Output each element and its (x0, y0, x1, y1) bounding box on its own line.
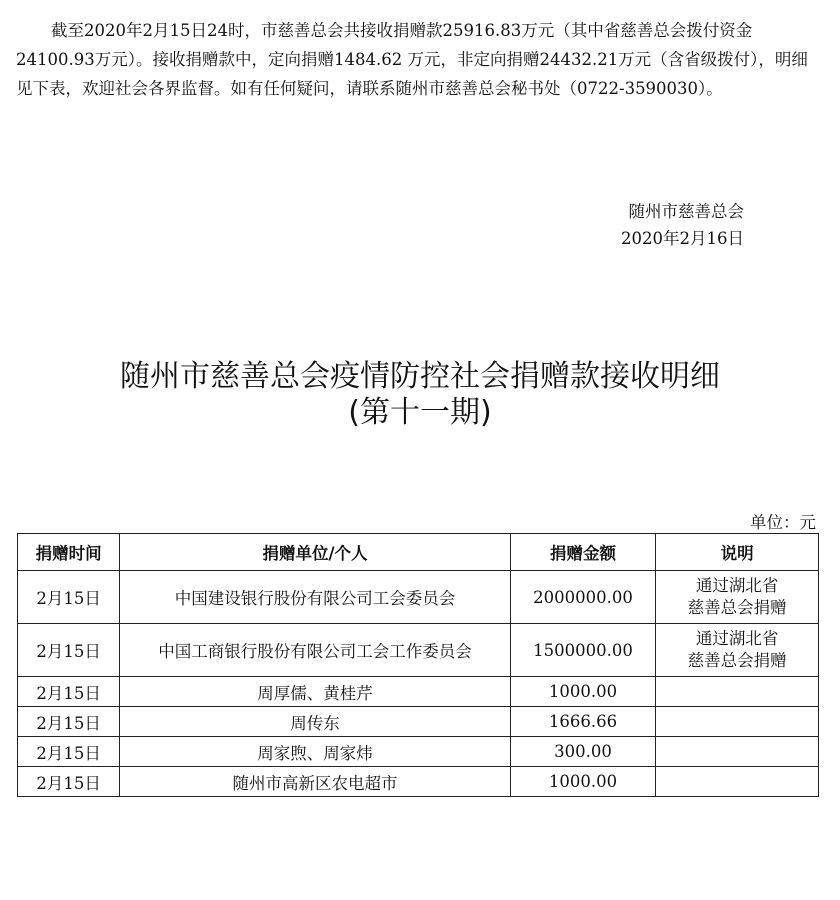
cell-note (656, 737, 819, 767)
cell-date: 2月15日 (18, 707, 120, 737)
cell-amount: 2000000.00 (510, 571, 656, 624)
note-line: 通过湖北省 (695, 629, 779, 648)
note-line: 慈善总会捐赠 (687, 598, 787, 617)
document-title: 随州市慈善总会疫情防控社会捐赠款接收明细 (120, 359, 720, 394)
table-row (18, 767, 819, 797)
note-line: 慈善总会捐赠 (687, 651, 787, 670)
cell-note (656, 707, 819, 737)
intro-paragraph: 截至2020年2月15日24时，市慈善总会共接收捐赠款25916.83万元（其中省慈善总会拨付资金24100.93万元）。接收捐赠款中，定向捐赠1484.62 万元，非定向捐赠24432.21万元（含省级拨付），明细见下表，欢迎社会各界监督。如有任何疑问，请联系随州市慈善总会秘书处（0722-3590030）。 (16, 21, 808, 98)
cell-donor: 周厚儒、黄桂芹 (120, 677, 511, 707)
header-note: 说明 (656, 534, 819, 571)
cell-donor: 周家煦、周家炜 (120, 737, 511, 767)
cell-donor: 周传东 (120, 707, 511, 737)
cell-note (656, 677, 819, 707)
table-row (18, 571, 819, 624)
cell-note (656, 624, 819, 677)
cell-amount: 1000.00 (510, 677, 656, 707)
table-row (18, 737, 819, 767)
cell-amount: 1500000.00 (510, 624, 656, 677)
signature-date: 2020年2月16日 (621, 229, 744, 248)
table-row (18, 707, 819, 737)
unit-label: 单位：元 (750, 513, 816, 532)
cell-donor: 中国工商银行股份有限公司工会工作委员会 (120, 624, 511, 677)
cell-note (656, 571, 819, 624)
cell-note (656, 767, 819, 797)
donation-table (17, 533, 819, 797)
document-subtitle: (第十一期) (348, 395, 492, 430)
note-line: 通过湖北省 (695, 576, 779, 595)
intro-text (16, 16, 816, 103)
cell-date: 2月15日 (18, 624, 120, 677)
cell-amount: 1666.66 (510, 707, 656, 737)
cell-donor: 随州市高新区农电超市 (120, 767, 511, 797)
cell-date: 2月15日 (18, 737, 120, 767)
cell-donor: 中国建设银行股份有限公司工会委员会 (120, 571, 511, 624)
cell-date: 2月15日 (18, 571, 120, 624)
table-header-row (18, 534, 819, 571)
table-row (18, 624, 819, 677)
table-row (18, 677, 819, 707)
header-donor: 捐赠单位/个人 (120, 534, 511, 571)
cell-amount: 300.00 (510, 737, 656, 767)
header-date: 捐赠时间 (18, 534, 120, 571)
header-amount: 捐赠金额 (510, 534, 656, 571)
cell-date: 2月15日 (18, 767, 120, 797)
cell-date: 2月15日 (18, 677, 120, 707)
signature-org: 随州市慈善总会 (628, 202, 744, 221)
cell-amount: 1000.00 (510, 767, 656, 797)
